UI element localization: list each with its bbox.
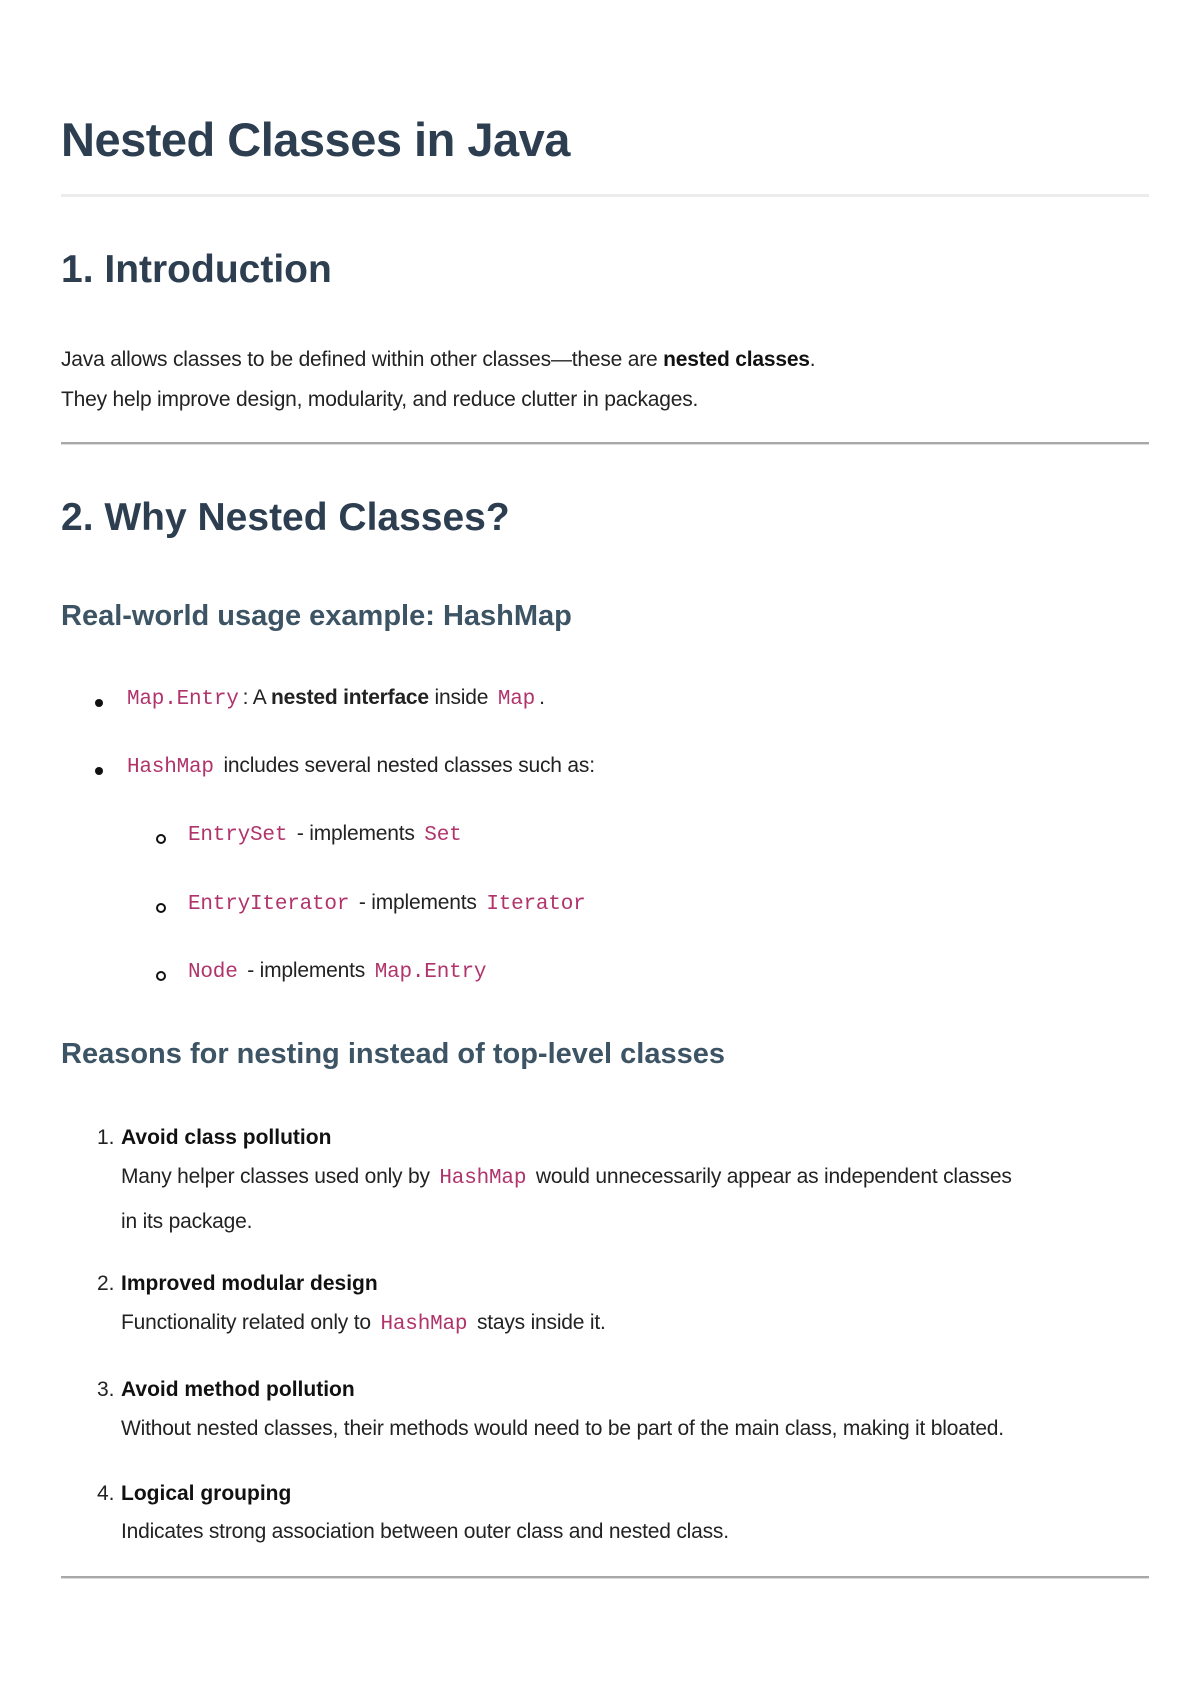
section-divider (61, 442, 1149, 445)
inline-code: EntrySet (188, 824, 288, 847)
inline-code: EntryIterator (188, 893, 350, 916)
list-item-text: . (539, 686, 545, 709)
sub-list-item (184, 822, 466, 847)
reason-description (121, 1311, 606, 1336)
intro-bold-term: nested classes (663, 348, 810, 371)
reason-text: stays inside it. (471, 1311, 606, 1334)
inline-code: Iterator (486, 893, 586, 916)
reason-title: Logical grouping (121, 1482, 292, 1505)
reasons-heading: Reasons for nesting instead of top-level classes (61, 1038, 725, 1070)
list-item-text: - implements (291, 822, 421, 845)
bullet-circle-icon (156, 971, 166, 981)
sub-list-item (184, 891, 590, 916)
intro-paragraph-line-2: They help improve design, modularity, and reduce clutter in packages. (61, 388, 699, 411)
intro-period: . (809, 348, 816, 371)
list-item-text: - implements (241, 959, 371, 982)
list-item-text: - implements (353, 891, 483, 914)
reason-text: Functionality related only to (121, 1311, 377, 1334)
reason-description (121, 1165, 1012, 1190)
list-item-text: includes several nested classes such as: (217, 754, 595, 777)
bullet-circle-icon (156, 834, 166, 844)
title-divider (61, 194, 1149, 197)
sub-list-item (184, 959, 490, 984)
inline-code: HashMap (380, 1313, 468, 1336)
inline-code: HashMap (127, 756, 214, 779)
intro-paragraph-line-1 (61, 348, 815, 372)
intro-heading: 1. Introduction (61, 248, 332, 291)
bullet-dot-icon (95, 767, 103, 775)
reason-title: Avoid class pollution (121, 1126, 332, 1149)
reason-title: Avoid method pollution (121, 1378, 355, 1401)
inline-code: Map.Entry (374, 961, 487, 984)
list-number: 4. (97, 1482, 115, 1505)
reason-text: Many helper classes used only by (121, 1165, 436, 1188)
example-heading: Real-world usage example: HashMap (61, 600, 572, 632)
list-number: 3. (97, 1378, 115, 1401)
list-item-text: inside (428, 686, 494, 709)
list-item-map-entry (123, 686, 545, 711)
reason-title: Improved modular design (121, 1272, 378, 1295)
inline-code: Node (188, 961, 238, 984)
reason-text: would unnecessarily appear as independent classes (530, 1165, 1012, 1188)
reason-description: Without nested classes, their methods would need to be part of the main class, making it bloated. (121, 1417, 1004, 1440)
reason-description-continued: in its package. (121, 1210, 253, 1233)
bullet-dot-icon (95, 699, 103, 707)
page-title: Nested Classes in Java (61, 113, 570, 166)
reason-description: Indicates strong association between outer class and nested class. (121, 1520, 729, 1543)
bullet-circle-icon (156, 903, 166, 913)
intro-text: Java allows classes to be defined within other classes—these are (61, 348, 664, 371)
list-item-hashmap (123, 754, 595, 779)
why-heading: 2. Why Nested Classes? (61, 496, 510, 539)
inline-code: Map (497, 688, 536, 711)
bold-term: nested interface (271, 686, 429, 709)
inline-code: HashMap (439, 1167, 527, 1190)
bottom-divider (61, 1576, 1149, 1579)
list-item-text: : A (242, 686, 272, 709)
list-number: 1. (97, 1126, 115, 1149)
list-number: 2. (97, 1272, 115, 1295)
inline-code: Set (424, 824, 462, 847)
inline-code: Map.Entry (127, 688, 239, 711)
